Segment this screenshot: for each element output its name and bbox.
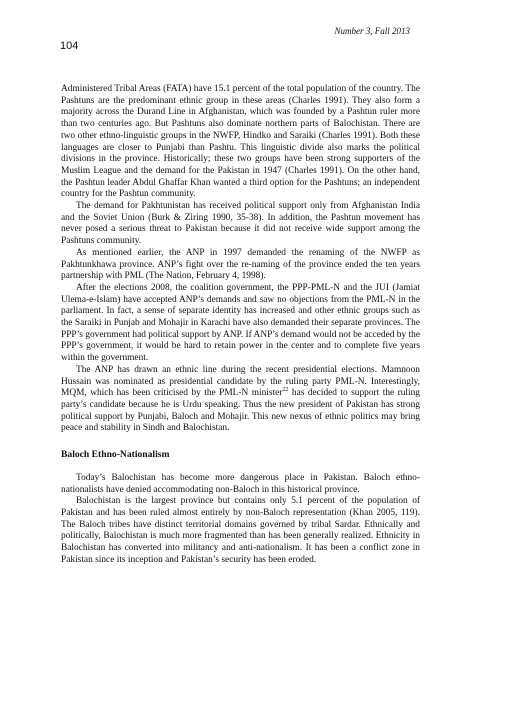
paragraph-4: After the elections 2008, the coalition government, the PPP-PML-N and the JUI (Jamiat Ulema-e-Islam) have accepted ANP’s demands and saw no objections from the PML-N in the parliament. In fact, a sense of separate identity has increased and other ethnic groups such as the Saraiki in Punjab and Mohajir in Karachi have also demanded their separate provinces. The PPP’s government had political support by ANP. If ANP’s demand would not be acceded by the PPP’s government, it would be hard to retain power in the center and to complete five years within the government. xyxy=(61,282,420,364)
section-heading: Baloch Ethno-Nationalism xyxy=(61,449,170,461)
paragraph-5 xyxy=(61,365,420,435)
paragraph-3: As mentioned earlier, the ANP in 1997 demanded the renaming of the NWFP as Pakhtunkhawa province. ANP’s fight over the re-naming of the province ended the ten years partnership with PML (The Nation, February 4, 1998). xyxy=(61,247,420,282)
footnote-marker: 22 xyxy=(282,387,289,394)
article-body xyxy=(61,84,420,566)
paragraph-5-text-a: The ANP has drawn an ethnic line during the recent presidential elections. Mamnoon Hussain was nominated as presidential candidate by the ruling party PML-N. Interestingly, MQM, which has been criticised by the PML-N minister xyxy=(61,364,420,399)
paragraph-6: Today’s Balochistan has become more dangerous place in Pakistan. Baloch ethno-nationalists have denied accommodating non-Baloch in this historical province. xyxy=(61,472,420,495)
paragraph-2: The demand for Pakhtunistan has received political support only from Afghanistan India and the Soviet Union (Burk & Ziring 1990, 35-38). In addition, the Pashtun movement has never posed a serious threat to Pakistan because it did not receive wide support among the Pashtuns community. xyxy=(61,201,420,247)
paragraph-1: Administered Tribal Areas (FATA) have 15.1 percent of the total population of the country. The Pashtuns are the predominant ethnic group in these areas (Charles 1991). They also form a majority across the Durand Line in Afghanistan, which was founded by a Pashtun ruler more than two centuries ago. But Pashtuns also dominate northern parts of Balochistan. There are two other ethno-linguistic groups in the NWFP, Hindko and Saraiki (Charles 1991). Both these languages are closer to Punjabi than Pashtu. This linguistic divide also marks the political divisions in the province. Historically; these two groups have been strong supporters of the Muslim League and the demand for the Pakistan in 1947 (Charles 1991). On the other hand, the Pashtun leader Abdul Ghaffar Khan wanted a third option for the Pashtuns; an independent country for the Pashtun community. xyxy=(61,84,420,200)
journal-issue: Number 3, Fall 2013 xyxy=(334,26,410,36)
page-number: 104 xyxy=(60,40,79,52)
paragraph-7: Balochistan is the largest province but contains only 5.1 percent of the population of Pakistan and has been ruled almost entirely by non-Baloch representation (Khan 2005, 119). The Baloch tribes have distinct territorial domains governed by tribal Sardar. Ethnically and politically, Balochistan is much more fragmented than has been generally realized. Ethnicity in Balochistan has converted into militancy and anti-nationalism. It has been a conflict zone in Pakistan since its inception and Pakistan’s security has been eroded. xyxy=(61,496,420,565)
paragraph-5-text-b: has decided to support the ruling party’s candidate because he is Urdu speaking. Thus the new president of Pakistan has strong political support by Punjabi, Baloch and Mohajir. This new nexus of ethnic politics may bring peace and stability in Sindh and Balochistan. xyxy=(61,388,420,434)
